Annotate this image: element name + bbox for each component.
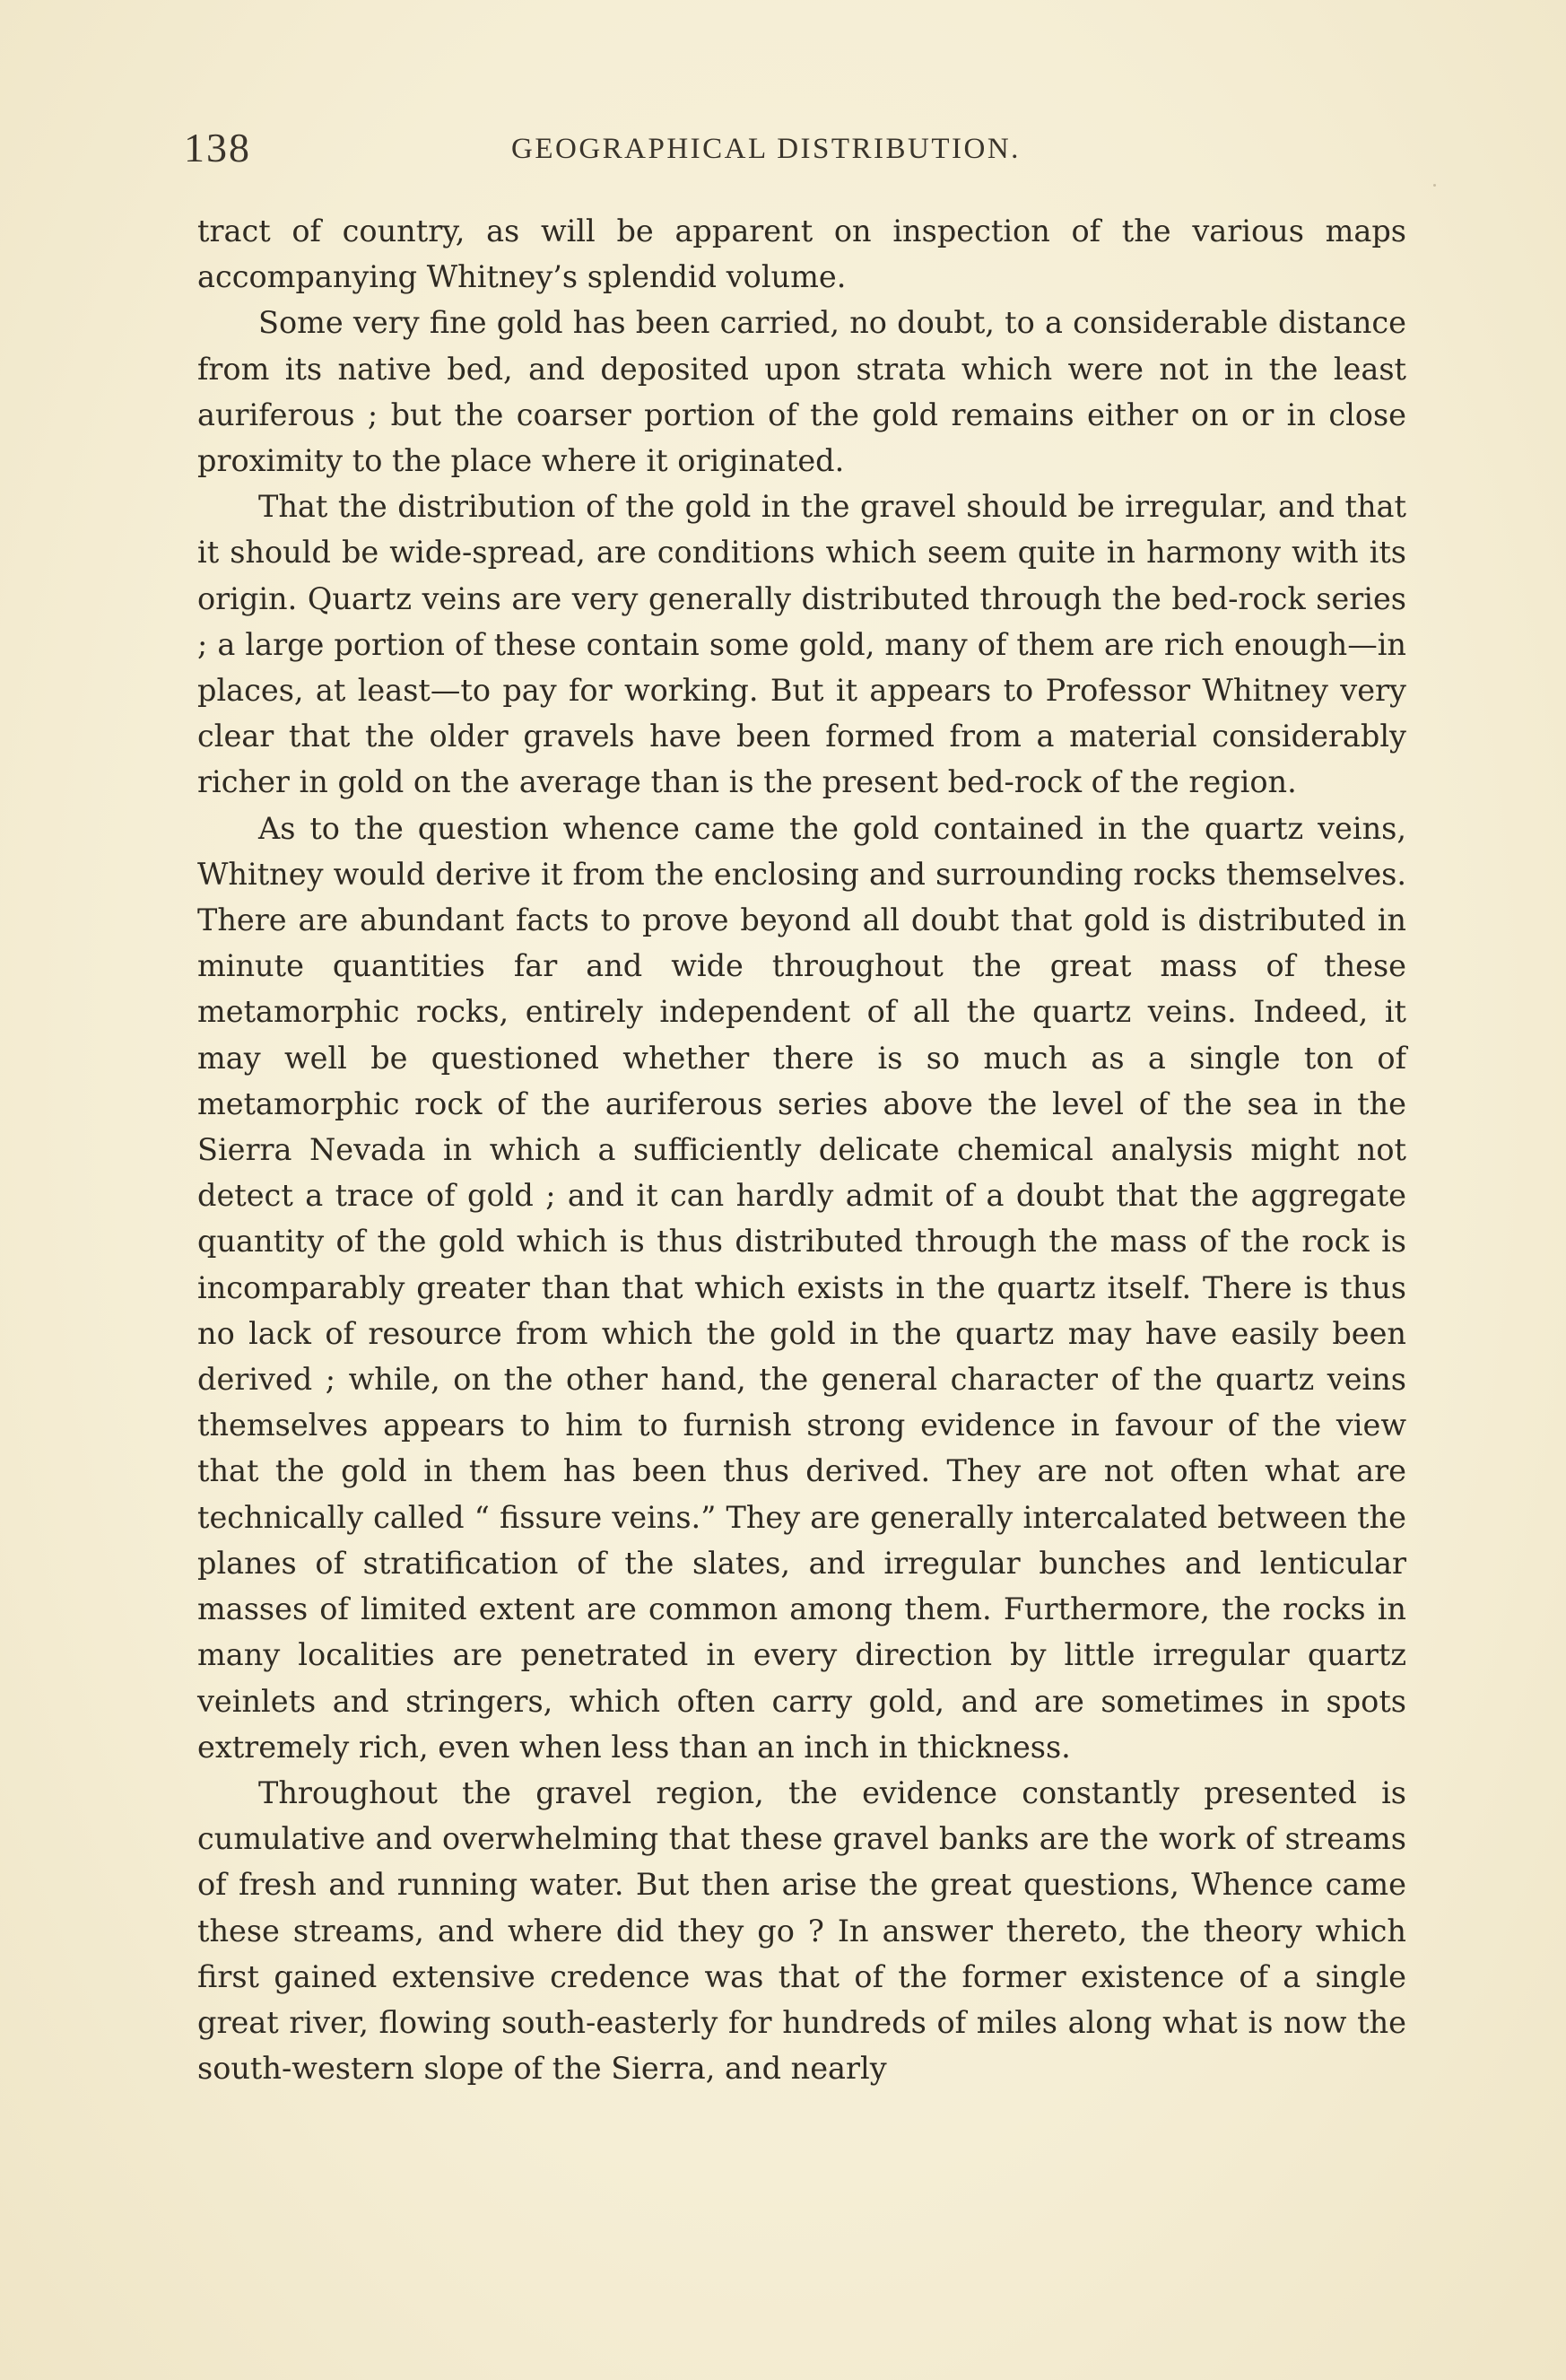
body-text [197, 208, 1406, 2091]
paragraph: That the distribution of the gold in the gravel should be irregular, and that it should be wide-spread, are conditions which seem quite in harmony with its origin. Quartz veins are very generally distributed through the bed-rock series ; a large portion of these contain some gold, many of them are rich enough—in places, at least—to pay for working. But it appears to Professor Whitney very clear that the older gravels have been formed from a material considerably richer in gold on the average than is the present bed-rock of the region. [197, 489, 1406, 800]
paper-speck [1433, 184, 1436, 187]
running-head: GEOGRAPHICAL DISTRIBUTION. [511, 133, 1021, 165]
paragraph: As to the question whence came the gold contained in the quartz veins, Whitney would derive it from the enclosing and surrounding rocks themselves. There are abundant facts to prove beyond all doubt that gold is distributed in minute quantities far and wide throughout the great mass of these metamorphic rocks, entirely independent of all the quartz veins. Indeed, it may well be questioned whether there is so much as a single ton of metamorphic rock of the auriferous series above the level of the sea in the Sierra Nevada in which a sufficiently delicate chemical analysis might not detect a trace of gold ; and it can hardly admit of a doubt that the aggregate quantity of the gold which is thus distributed through the mass of the rock is incomparably greater than that which exists in the quartz itself. There is thus no lack of resource from which the gold in the quartz may have easily been derived ; while, on the other hand, the general character of the quartz veins themselves appears to him to furnish strong evidence in favour of the view that the gold in them has been thus derived. They are not often what are technically called “ fissure veins.” They are generally intercalated between the planes of stratification of the slates, and irregular bunches and lenticular masses of limited extent are common among them. Furthermore, the rocks in many localities are penetrated in every direction by little irregular quartz veinlets and stringers, which often carry gold, and are sometimes in spots extremely rich, even when less than an inch in thickness. [197, 810, 1406, 1765]
page-header [184, 124, 1422, 178]
paragraph-continuation: tract of country, as will be apparent on inspection of the various maps accompanying Whitney’s splendid volume. [197, 214, 1406, 295]
page-number: 138 [184, 125, 251, 170]
paragraph: Throughout the gravel region, the evidence constantly presented is cumulative and overwhelming that these gravel banks are the work of streams of fresh and running water. But then arise the great questions, Whence came these streams, and where did they go ? In answer thereto, the theory which first gained extensive credence was that of the former existence of a single great river, flowing south-easterly for hundreds of miles along what is now the south-western slope of the Sierra, and nearly [197, 1774, 1406, 2087]
paragraph: Some very fine gold has been carried, no doubt, to a considerable distance from its native bed, and deposited upon strata which were not in the least auriferous ; but the coarser portion of the gold remains either on or in close proximity to the place where it originated. [197, 305, 1406, 479]
